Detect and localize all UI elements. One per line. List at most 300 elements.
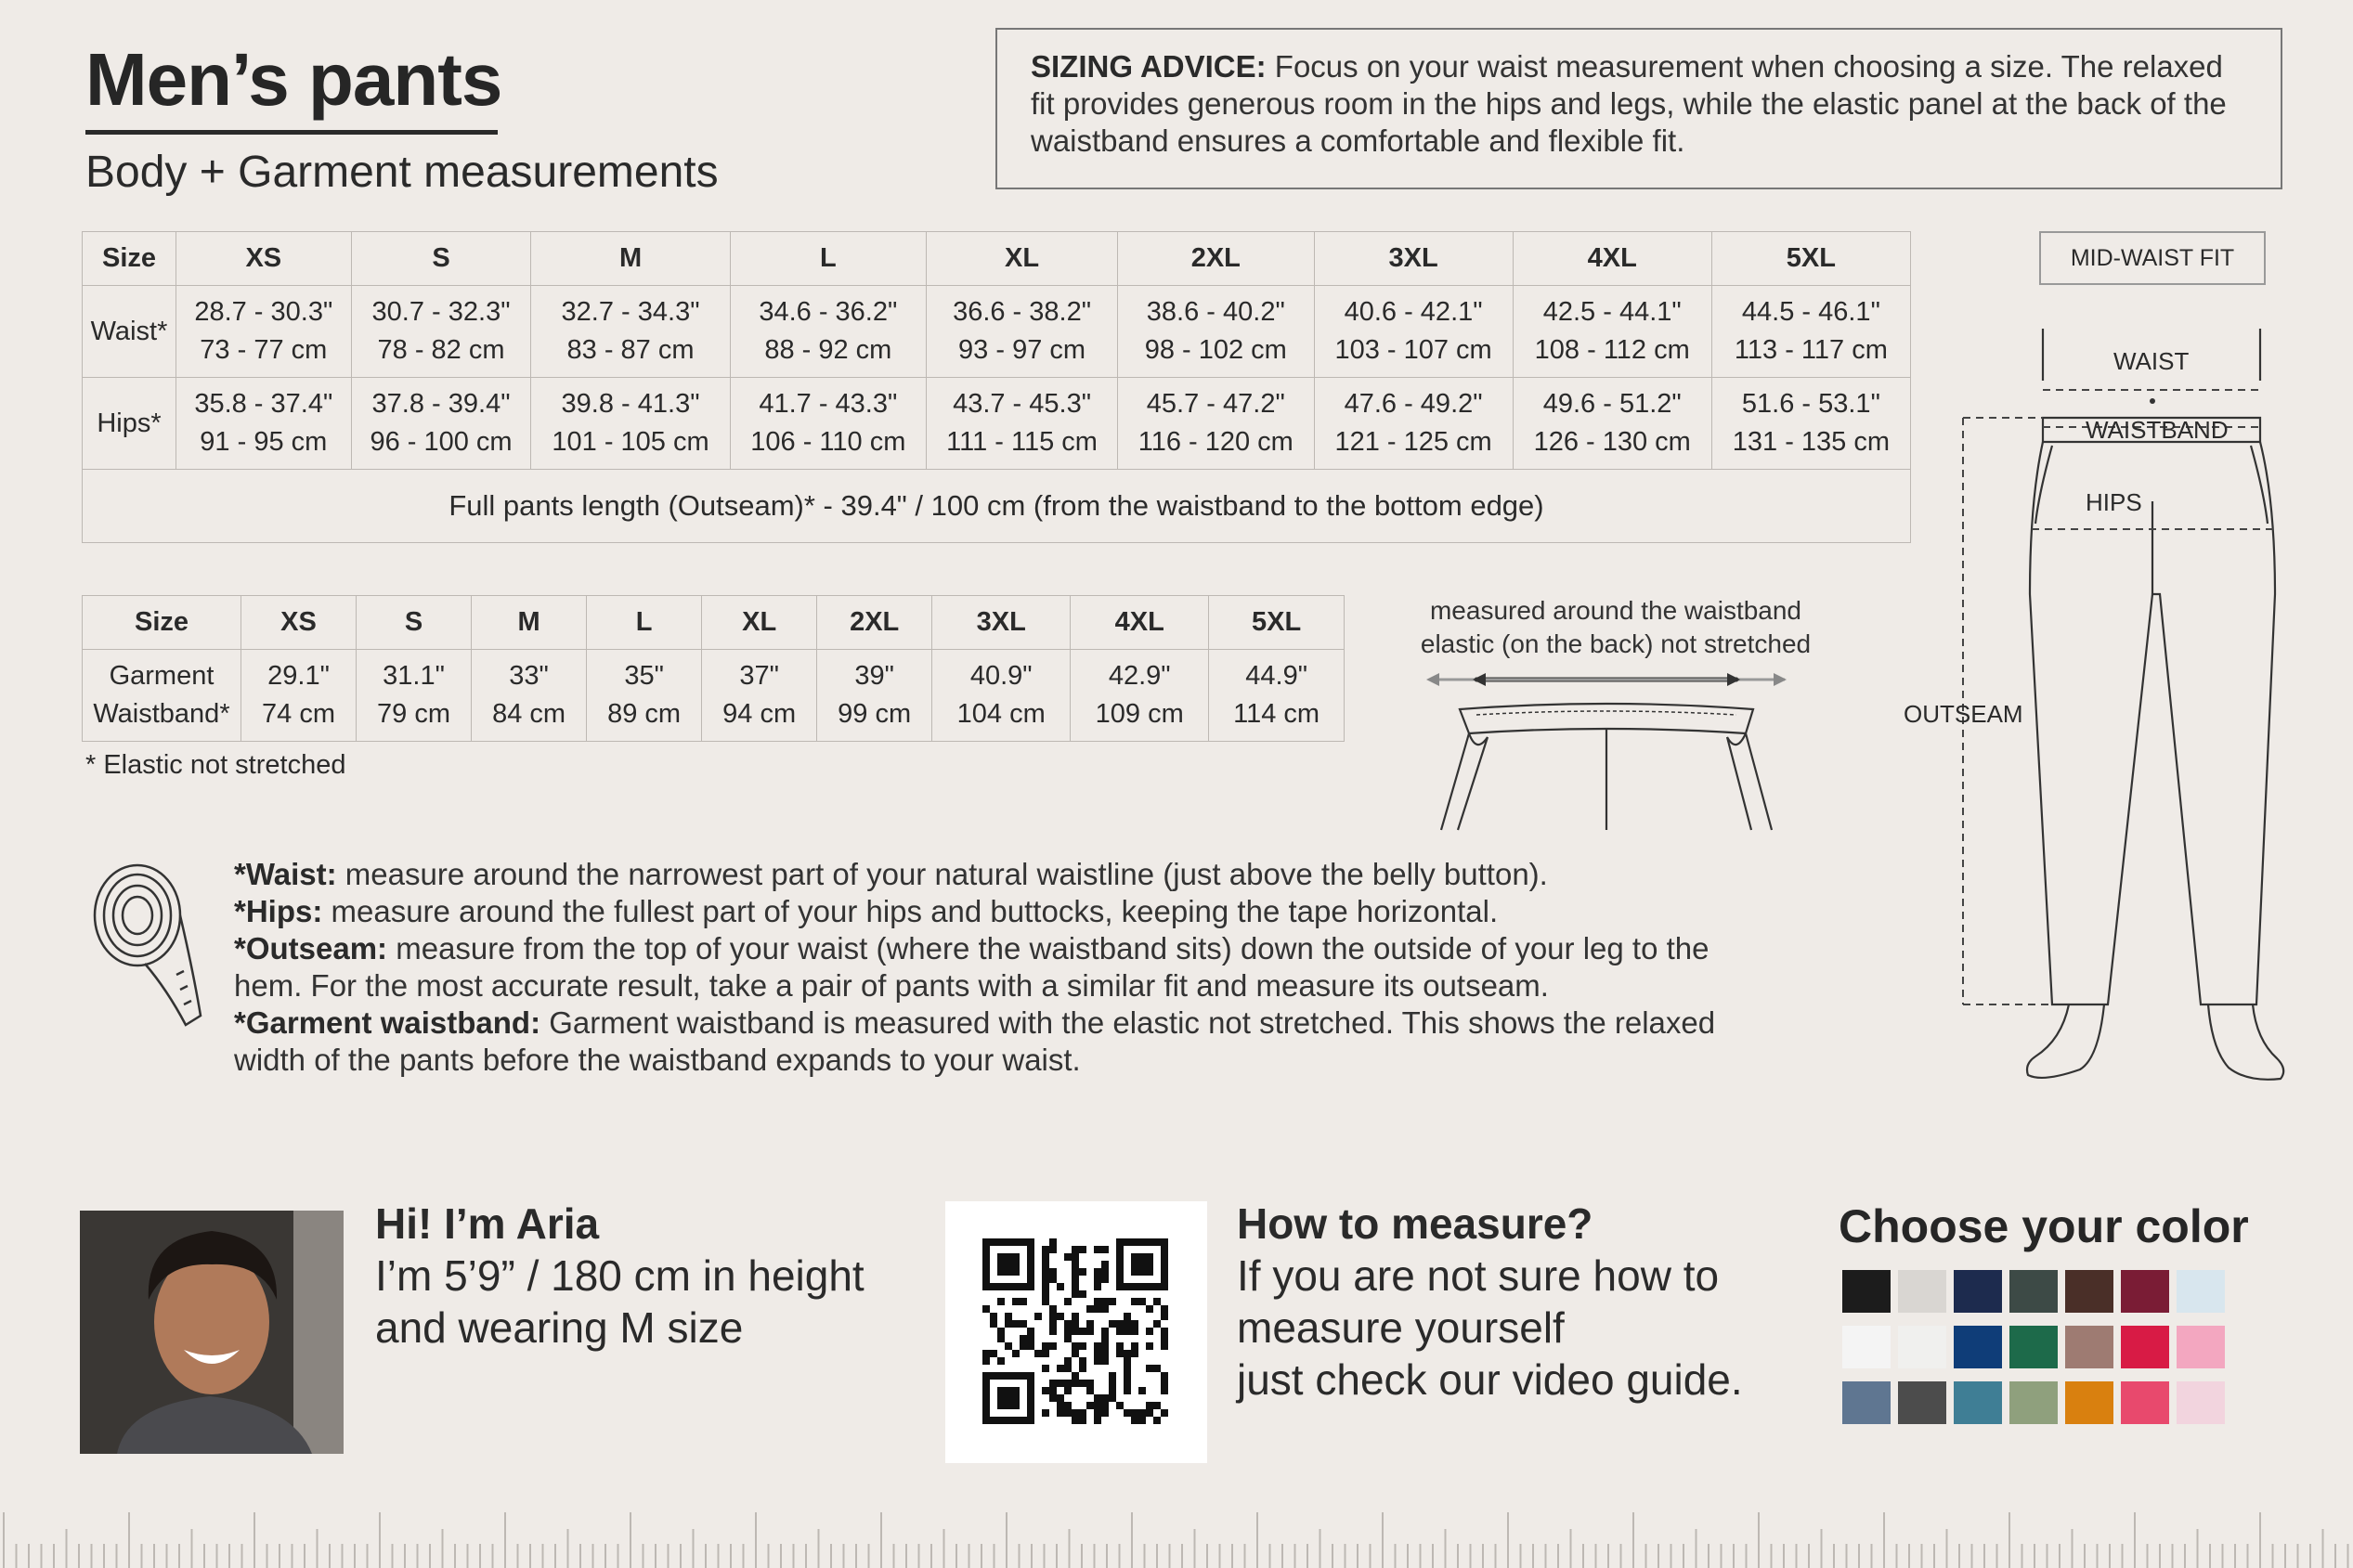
- waist-cell: [730, 286, 926, 378]
- garment-waistband-row: [83, 650, 1345, 742]
- qr-module: [1034, 1313, 1042, 1320]
- body-measurements-table: [82, 231, 1911, 543]
- qr-module: [1101, 1268, 1109, 1276]
- qr-module: [1109, 1394, 1116, 1402]
- qr-module: [1101, 1357, 1109, 1365]
- qr-module: [1020, 1320, 1027, 1328]
- garment-waistband-table: [82, 595, 1345, 742]
- qr-module: [1124, 1409, 1131, 1417]
- qr-module: [1064, 1328, 1072, 1335]
- hips-cm: 111 - 115 cm: [946, 427, 1098, 457]
- qr-module: [997, 1253, 1020, 1276]
- color-swatch[interactable]: [1842, 1270, 1891, 1313]
- hips-in: 43.7 - 45.3": [953, 389, 1092, 419]
- qr-module: [1042, 1290, 1049, 1298]
- qr-module: [1101, 1305, 1109, 1313]
- qr-module: [1116, 1350, 1124, 1357]
- qr-module: [1049, 1313, 1057, 1320]
- color-swatch[interactable]: [1898, 1270, 1946, 1313]
- hips-label: Hips*: [83, 378, 176, 470]
- qr-module: [1057, 1394, 1064, 1402]
- qr-module: [990, 1313, 997, 1320]
- qr-module: [1101, 1246, 1109, 1253]
- qr-module: [1034, 1350, 1042, 1357]
- color-swatch[interactable]: [1898, 1381, 1946, 1424]
- qr-module: [1138, 1298, 1146, 1305]
- color-swatch[interactable]: [2121, 1270, 2169, 1313]
- waist-label: Waist*: [83, 286, 176, 378]
- qr-module: [1042, 1268, 1049, 1276]
- qr-module: [1124, 1387, 1131, 1394]
- qr-module: [1049, 1320, 1057, 1328]
- qr-module: [1146, 1342, 1153, 1350]
- garment-cm: 99 cm: [838, 699, 912, 729]
- qr-module: [1012, 1320, 1020, 1328]
- qr-module: [1072, 1268, 1079, 1276]
- qr-module: [1049, 1246, 1057, 1253]
- note-text: measure around the fullest part of your hips and buttocks, keeping the tape horizontal.: [322, 894, 1499, 928]
- qr-module: [1124, 1357, 1131, 1365]
- qr-module: [1042, 1342, 1049, 1350]
- qr-module: [1057, 1402, 1064, 1409]
- qr-module: [1138, 1409, 1146, 1417]
- qr-module: [1027, 1342, 1034, 1350]
- qr-module: [1086, 1320, 1094, 1328]
- qr-module: [1042, 1365, 1049, 1372]
- choose-color-title: Choose your color: [1839, 1200, 2249, 1252]
- model-info: [375, 1198, 864, 1354]
- qr-module: [1153, 1320, 1161, 1328]
- qr-module: [1116, 1342, 1124, 1350]
- waist-in: 40.6 - 42.1": [1344, 297, 1483, 327]
- note-label: *Waist:: [234, 857, 337, 891]
- sizing-advice-label: SIZING ADVICE:: [1031, 49, 1267, 84]
- waist-in: 28.7 - 30.3": [194, 297, 333, 327]
- garment-in: 44.9": [1245, 661, 1307, 691]
- qr-module: [1057, 1409, 1064, 1417]
- qr-module: [1109, 1372, 1116, 1380]
- qr-module: [1064, 1253, 1072, 1261]
- qr-module: [1124, 1365, 1131, 1372]
- qr-module: [990, 1320, 997, 1328]
- qr-module: [1161, 1409, 1168, 1417]
- color-swatch[interactable]: [1954, 1326, 2002, 1368]
- caption-line: elastic (on the back) not stretched: [1420, 629, 1812, 658]
- hips-in: 45.7 - 47.2": [1146, 389, 1285, 419]
- page-subtitle: Body + Garment measurements: [85, 148, 719, 197]
- hips-cell: [1711, 378, 1910, 470]
- qr-module: [1079, 1380, 1086, 1387]
- qr-module: [1124, 1313, 1131, 1320]
- size-s: S: [351, 232, 531, 286]
- waist-note: [234, 856, 1775, 893]
- qr-module: [1079, 1342, 1086, 1350]
- model-size: and wearing M size: [375, 1303, 744, 1352]
- qr-module: [1131, 1409, 1138, 1417]
- garment-cell: [472, 650, 587, 742]
- qr-module: [1161, 1342, 1168, 1350]
- qr-module: [1049, 1276, 1057, 1283]
- qr-module: [1049, 1342, 1057, 1350]
- garment-waistband-note: [234, 1004, 1775, 1079]
- qr-module: [1079, 1290, 1086, 1298]
- waist-cell: [351, 286, 531, 378]
- color-swatch[interactable]: [2065, 1381, 2113, 1424]
- hips-cm: 116 - 120 cm: [1138, 427, 1294, 457]
- qr-module: [1064, 1357, 1072, 1365]
- qr-module: [1131, 1350, 1138, 1357]
- qr-module: [1124, 1372, 1131, 1380]
- hips-cell: [1513, 378, 1711, 470]
- sizing-advice-text: Focus on your waist measurement when choosing a size. The relaxed fit provides generous room in the hips and legs, while the elastic panel at the back of the waistband ensures a comfortable and flexible fit.: [1031, 49, 2227, 158]
- qr-module: [1124, 1350, 1131, 1357]
- hips-cell: [1314, 378, 1513, 470]
- qr-module: [1049, 1305, 1057, 1313]
- qr-module: [1064, 1320, 1072, 1328]
- qr-module: [1101, 1409, 1109, 1417]
- garment-cm: 74 cm: [262, 699, 335, 729]
- qr-module: [1109, 1380, 1116, 1387]
- qr-module: [1094, 1417, 1101, 1424]
- size-l: L: [730, 232, 926, 286]
- qr-module: [1027, 1328, 1034, 1335]
- color-swatch[interactable]: [2177, 1381, 2225, 1424]
- qr-module: [1094, 1357, 1101, 1365]
- qr-module: [1161, 1313, 1168, 1320]
- qr-module: [1153, 1365, 1161, 1372]
- color-swatch[interactable]: [2121, 1381, 2169, 1424]
- note-text: Garment waistband is measured with the elastic not stretched. This shows the relaxed width of the pants before the waistband expands to your waist.: [234, 1005, 1716, 1077]
- qr-module: [1072, 1283, 1079, 1290]
- qr-module: [1109, 1320, 1116, 1328]
- color-swatch[interactable]: [1842, 1326, 1891, 1368]
- qr-module: [1042, 1387, 1049, 1394]
- color-swatch[interactable]: [2177, 1326, 2225, 1368]
- qr-module: [1094, 1246, 1101, 1253]
- how-to-measure: [1237, 1198, 1743, 1406]
- ruler-decoration: [0, 1493, 2353, 1568]
- qr-module: [1086, 1305, 1094, 1313]
- qr-module: [1042, 1261, 1049, 1268]
- garment-in: 31.1": [383, 661, 445, 691]
- color-swatch[interactable]: [2009, 1326, 2058, 1368]
- waist-in: 30.7 - 32.3": [371, 297, 511, 327]
- color-swatch[interactable]: [1898, 1326, 1946, 1368]
- color-swatch[interactable]: [1842, 1381, 1891, 1424]
- waist-cm: 98 - 102 cm: [1144, 335, 1287, 365]
- garment-in: 39": [854, 661, 894, 691]
- hips-cm: 101 - 105 cm: [552, 427, 709, 457]
- qr-module: [997, 1335, 1005, 1342]
- qr-module: [1064, 1402, 1072, 1409]
- color-swatch[interactable]: [2009, 1270, 2058, 1313]
- qr-module: [1131, 1320, 1138, 1328]
- qr-module: [1094, 1276, 1101, 1283]
- mid-waist-fit-label: MID-WAIST FIT: [2039, 231, 2266, 285]
- hips-cell: [351, 378, 531, 470]
- size-m: M: [531, 232, 730, 286]
- size-4xl: 4XL: [1513, 232, 1711, 286]
- size-s: S: [357, 596, 472, 650]
- waist-row: [83, 286, 1911, 378]
- garment-cell: [241, 650, 357, 742]
- qr-module: [1064, 1409, 1072, 1417]
- waist-in: 36.6 - 38.2": [953, 297, 1092, 327]
- garment-in: 29.1": [267, 661, 330, 691]
- qr-module: [1153, 1402, 1161, 1409]
- qr-module: [1086, 1328, 1094, 1335]
- qr-module: [1101, 1298, 1109, 1305]
- full-length-text: Full pants length (Outseam)* - 39.4" / 100 cm (from the waistband to the bottom edge): [83, 470, 1911, 543]
- qr-module: [1094, 1342, 1101, 1350]
- qr-module: [1079, 1409, 1086, 1417]
- size-xl: XL: [927, 232, 1118, 286]
- qr-module: [1072, 1380, 1079, 1387]
- hips-cm: 91 - 95 cm: [200, 427, 328, 457]
- waist-in: 32.7 - 34.3": [561, 297, 700, 327]
- qr-module: [1049, 1268, 1057, 1276]
- qr-module: [1153, 1417, 1161, 1424]
- qr-module: [1072, 1313, 1079, 1320]
- qr-module: [1116, 1320, 1124, 1328]
- garment-cm: 79 cm: [377, 699, 451, 729]
- size-5xl: 5XL: [1209, 596, 1345, 650]
- color-swatch[interactable]: [2009, 1381, 2058, 1424]
- garment-cm: 109 cm: [1095, 699, 1184, 729]
- waist-cell: [927, 286, 1118, 378]
- qr-module: [1027, 1335, 1034, 1342]
- garment-cell: [1071, 650, 1209, 742]
- garment-cm: 89 cm: [607, 699, 682, 729]
- qr-module: [1101, 1342, 1109, 1350]
- qr-code-icon: [945, 1201, 1207, 1463]
- qr-module: [1072, 1320, 1079, 1328]
- hips-cm: 96 - 100 cm: [370, 427, 513, 457]
- qr-module: [1064, 1365, 1072, 1372]
- label-line: Garment: [109, 661, 214, 691]
- qr-module: [1079, 1328, 1086, 1335]
- size-l: L: [587, 596, 702, 650]
- footnote: * Elastic not stretched: [85, 750, 346, 780]
- garment-in: 33": [509, 661, 549, 691]
- qr-module: [1094, 1409, 1101, 1417]
- outseam-note: [234, 930, 1775, 1004]
- qr-module: [1138, 1387, 1146, 1394]
- color-swatch[interactable]: [2121, 1326, 2169, 1368]
- hips-in: 49.6 - 51.2": [1542, 389, 1682, 419]
- waist-in: 38.6 - 40.2": [1146, 297, 1285, 327]
- garment-cell: [1209, 650, 1345, 742]
- color-swatch[interactable]: [1954, 1270, 2002, 1313]
- size-3xl: 3XL: [1314, 232, 1513, 286]
- qr-module: [1161, 1387, 1168, 1394]
- qr-module: [1138, 1417, 1146, 1424]
- color-swatch[interactable]: [2177, 1270, 2225, 1313]
- model-height: I’m 5’9” / 180 cm in height: [375, 1251, 864, 1300]
- qr-module: [1146, 1402, 1153, 1409]
- waistband-label: WAISTBAND: [2086, 416, 2229, 444]
- qr-module: [1079, 1417, 1086, 1424]
- qr-module: [1131, 1417, 1138, 1424]
- color-swatch[interactable]: [1954, 1381, 2002, 1424]
- page-title: Men’s pants: [85, 38, 502, 121]
- waist-in: 34.6 - 36.2": [759, 297, 898, 327]
- how-to-line: just check our video guide.: [1237, 1355, 1743, 1404]
- color-swatch[interactable]: [2065, 1270, 2113, 1313]
- qr-module: [1072, 1261, 1079, 1268]
- waist-cm: 113 - 117 cm: [1734, 335, 1888, 365]
- hips-label: HIPS: [2086, 488, 2142, 516]
- note-label: *Hips:: [234, 894, 323, 928]
- color-swatch[interactable]: [2065, 1326, 2113, 1368]
- qr-module: [1072, 1253, 1079, 1261]
- qr-module: [1005, 1320, 1012, 1328]
- qr-module: [1086, 1402, 1094, 1409]
- qr-module: [1109, 1298, 1116, 1305]
- garment-cell: [357, 650, 472, 742]
- qr-module: [1064, 1380, 1072, 1387]
- note-label: *Outseam:: [234, 931, 388, 965]
- waist-cm: 108 - 112 cm: [1534, 335, 1690, 365]
- qr-module: [1042, 1253, 1049, 1261]
- garment-in: 40.9": [969, 661, 1033, 691]
- hips-in: 47.6 - 49.2": [1344, 389, 1483, 419]
- qr-module: [1049, 1394, 1057, 1402]
- qr-module: [1101, 1394, 1109, 1402]
- qr-module: [1072, 1328, 1079, 1335]
- qr-module: [1116, 1402, 1124, 1409]
- qr-module: [1124, 1380, 1131, 1387]
- hips-cm: 121 - 125 cm: [1334, 427, 1492, 457]
- qr-module: [1146, 1365, 1153, 1372]
- qr-module: [1072, 1246, 1079, 1253]
- qr-module: [982, 1305, 990, 1313]
- qr-module: [1079, 1357, 1086, 1365]
- qr-module: [1124, 1328, 1131, 1335]
- qr-module: [990, 1350, 997, 1357]
- waistband-caption: [1393, 594, 1839, 661]
- garment-in: 42.9": [1108, 661, 1171, 691]
- size-2xl: 2XL: [1118, 232, 1314, 286]
- garment-cm: 114 cm: [1233, 699, 1320, 729]
- qr-module: [1094, 1402, 1101, 1409]
- qr-module: [1094, 1350, 1101, 1357]
- label-line: Waistband*: [93, 699, 230, 729]
- qr-module: [997, 1298, 1005, 1305]
- qr-module: [1079, 1268, 1086, 1276]
- how-to-title: How to measure?: [1237, 1199, 1593, 1248]
- qr-module: [1049, 1238, 1057, 1246]
- hips-note: [234, 893, 1775, 930]
- qr-module: [1072, 1372, 1079, 1380]
- garment-cell: [932, 650, 1071, 742]
- waist-cm: 73 - 77 cm: [200, 335, 328, 365]
- note-text: measure around the narrowest part of your natural waistline (just above the belly button).: [336, 857, 1548, 891]
- qr-module: [1109, 1387, 1116, 1394]
- qr-module: [1057, 1313, 1064, 1320]
- qr-module: [997, 1357, 1005, 1365]
- qr-module: [1161, 1380, 1168, 1387]
- waist-cell: [1118, 286, 1314, 378]
- qr-module: [1116, 1328, 1124, 1335]
- qr-module: [1094, 1394, 1101, 1402]
- how-to-line: measure yourself: [1237, 1303, 1565, 1352]
- qr-module: [1146, 1409, 1153, 1417]
- qr-module: [1094, 1305, 1101, 1313]
- tape-measure-icon: [89, 860, 210, 1032]
- qr-module: [1057, 1380, 1064, 1387]
- qr-module: [1064, 1298, 1072, 1305]
- qr-module: [1072, 1350, 1079, 1357]
- qr-code[interactable]: [945, 1201, 1207, 1463]
- qr-module: [1057, 1365, 1064, 1372]
- qr-module: [982, 1350, 990, 1357]
- garment-waistband-label: [83, 650, 241, 742]
- title-underline: [85, 130, 498, 135]
- garment-cm: 94 cm: [722, 699, 797, 729]
- size-m: M: [472, 596, 587, 650]
- waist-cell: [1513, 286, 1711, 378]
- garment-cell: [817, 650, 932, 742]
- size-xs: XS: [241, 596, 357, 650]
- qr-module: [1020, 1342, 1027, 1350]
- qr-module: [1101, 1276, 1109, 1283]
- hips-cm: 126 - 130 cm: [1533, 427, 1691, 457]
- qr-module: [1101, 1350, 1109, 1357]
- qr-module: [1042, 1409, 1049, 1417]
- qr-module: [1042, 1350, 1049, 1357]
- hips-cell: [1118, 378, 1314, 470]
- qr-module: [997, 1387, 1020, 1409]
- person-icon: [80, 1211, 344, 1454]
- outseam-label: OUTSEAM: [1904, 700, 2023, 728]
- qr-module: [1072, 1342, 1079, 1350]
- qr-module: [1101, 1328, 1109, 1335]
- qr-module: [1012, 1298, 1020, 1305]
- garment-cm: 84 cm: [492, 699, 566, 729]
- waist-cm: 88 - 92 cm: [764, 335, 892, 365]
- qr-module: [1146, 1328, 1153, 1335]
- qr-module: [997, 1328, 1005, 1335]
- qr-module: [982, 1357, 990, 1365]
- qr-module: [1064, 1387, 1072, 1394]
- qr-module: [1094, 1268, 1101, 1276]
- waist-cm: 103 - 107 cm: [1334, 335, 1492, 365]
- waist-cell: [1314, 286, 1513, 378]
- hips-in: 37.8 - 39.4": [371, 389, 511, 419]
- hips-cm: 106 - 110 cm: [750, 427, 906, 457]
- qr-module: [1161, 1335, 1168, 1342]
- qr-module: [1101, 1261, 1109, 1268]
- qr-module: [1042, 1283, 1049, 1290]
- hips-row: [83, 378, 1911, 470]
- qr-module: [1012, 1350, 1020, 1357]
- waist-cm: 83 - 87 cm: [566, 335, 695, 365]
- qr-module: [1153, 1298, 1161, 1305]
- hips-in: 51.6 - 53.1": [1741, 389, 1880, 419]
- qr-module: [1146, 1305, 1153, 1313]
- waist-in: 42.5 - 44.1": [1542, 297, 1682, 327]
- qr-module: [1124, 1320, 1131, 1328]
- waistband-illustration: [1421, 661, 1792, 832]
- size-5xl: 5XL: [1711, 232, 1910, 286]
- size-4xl: 4XL: [1071, 596, 1209, 650]
- qr-module: [1161, 1372, 1168, 1380]
- waist-cell: [176, 286, 352, 378]
- qr-module: [1005, 1313, 1012, 1320]
- qr-module: [1161, 1305, 1168, 1313]
- qr-module: [1131, 1298, 1138, 1305]
